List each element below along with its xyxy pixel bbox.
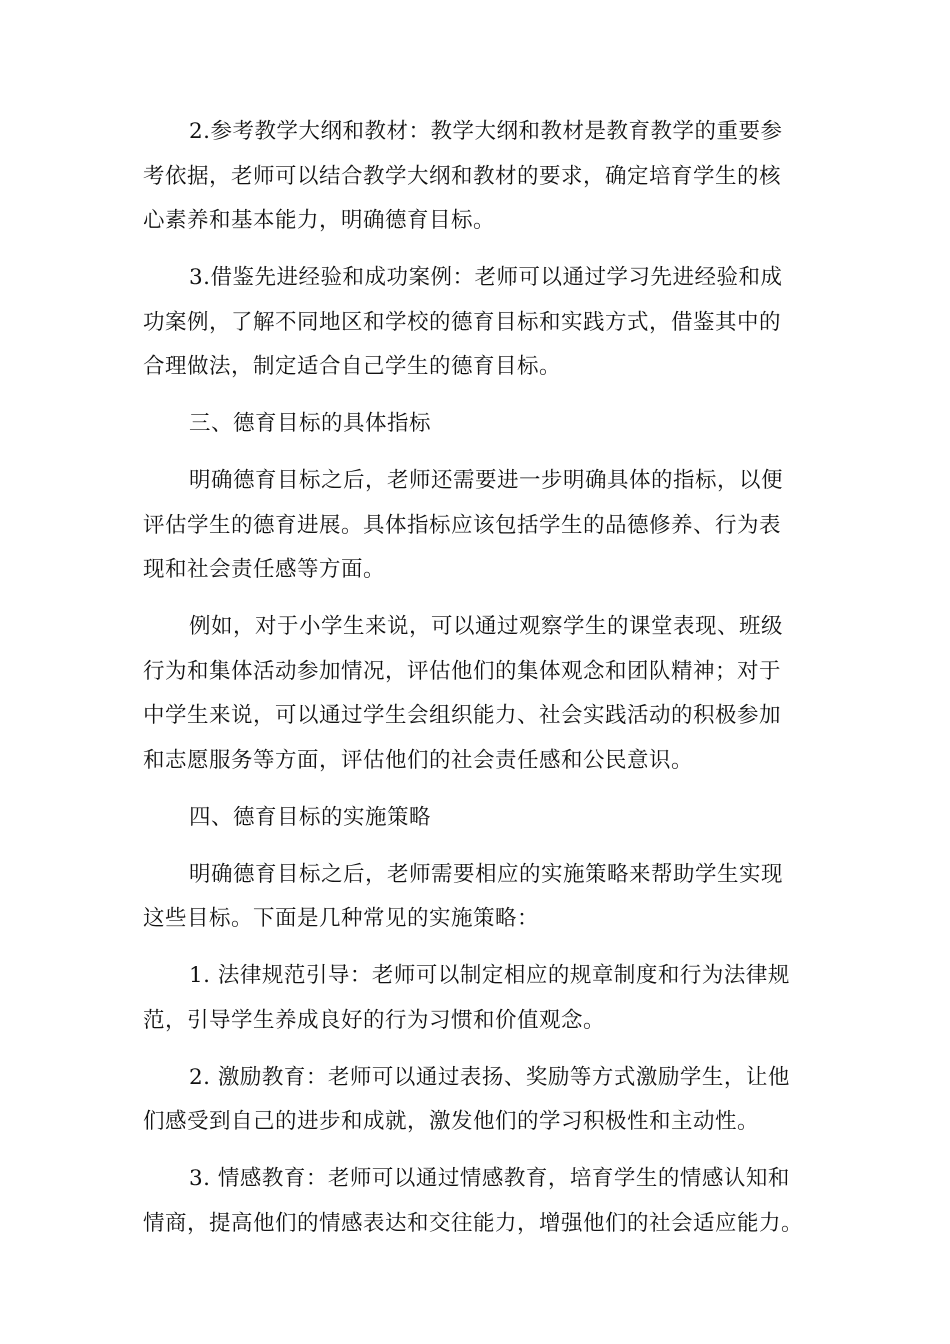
paragraph-example <box>143 605 808 783</box>
paragraph-line: 现和社会责任感等方面。 <box>143 557 386 582</box>
paragraph-line: 这些目标。下面是几种常见的实施策略： <box>143 906 540 931</box>
paragraph-strategy-law <box>143 954 808 1043</box>
paragraph-line: 心素养和基本能力，明确德育目标。 <box>143 208 496 233</box>
heading-text: 三、德育目标的具体指标 <box>189 411 432 436</box>
paragraph-line: 们感受到自己的进步和成就，激发他们的学习积极性和主动性。 <box>143 1109 760 1134</box>
paragraph-line: 功案例，了解不同地区和学校的德育目标和实践方式，借鉴其中的 <box>143 309 782 335</box>
paragraph-line: 1. 法律规范引导：老师可以制定相应的规章制度和行为法律规 <box>189 963 790 988</box>
paragraph-specific-indicators <box>143 459 808 593</box>
paragraph-reference-syllabus <box>143 110 808 244</box>
paragraph-line: 中学生来说，可以通过学生会组织能力、社会实践活动的积极参加 <box>143 703 782 728</box>
paragraph-line: 3. 情感教育：老师可以通过情感教育，培育学生的情感认知和 <box>189 1166 790 1191</box>
heading-text: 四、德育目标的实施策略 <box>189 804 432 830</box>
paragraph-line: 2. 激励教育：老师可以通过表扬、奖励等方式激励学生，让他 <box>189 1064 790 1090</box>
paragraph-strategies-intro <box>143 853 808 942</box>
paragraph-learn-experience <box>143 256 808 390</box>
paragraph-line: 行为和集体活动参加情况，评估他们的集体观念和团队精神；对于 <box>143 658 782 684</box>
paragraph-strategy-incentive <box>143 1056 808 1145</box>
paragraph-line: 合理做法，制定适合自己学生的德育目标。 <box>143 354 562 379</box>
paragraph-strategy-emotion <box>143 1157 808 1246</box>
section-heading-strategies <box>143 796 808 841</box>
document-body <box>143 110 808 1259</box>
paragraph-line: 和志愿服务等方面，评估他们的社会责任感和公民意识。 <box>143 747 694 773</box>
paragraph-line: 明确德育目标之后，老师需要相应的实施策略来帮助学生实现 <box>189 861 784 887</box>
paragraph-line: 例如，对于小学生来说，可以通过观察学生的课堂表现、班级 <box>189 614 784 639</box>
paragraph-line: 情商，提高他们的情感表达和交往能力，增强他们的社会适应能力。 <box>143 1210 804 1236</box>
paragraph-line: 明确德育目标之后，老师还需要进一步明确具体的指标，以便 <box>189 468 784 493</box>
paragraph-line: 2.参考教学大纲和教材：教学大纲和教材是教育教学的重要参 <box>189 119 783 144</box>
paragraph-line: 考依据，老师可以结合教学大纲和教材的要求，确定培育学生的核 <box>143 163 782 189</box>
section-heading-indicators <box>143 402 808 447</box>
paragraph-line: 3.借鉴先进经验和成功案例：老师可以通过学习先进经验和成 <box>189 265 783 290</box>
paragraph-line: 评估学生的德育进展。具体指标应该包括学生的品德修养、行为表 <box>143 512 782 538</box>
paragraph-line: 范，引导学生养成良好的行为习惯和价值观念。 <box>143 1007 606 1033</box>
